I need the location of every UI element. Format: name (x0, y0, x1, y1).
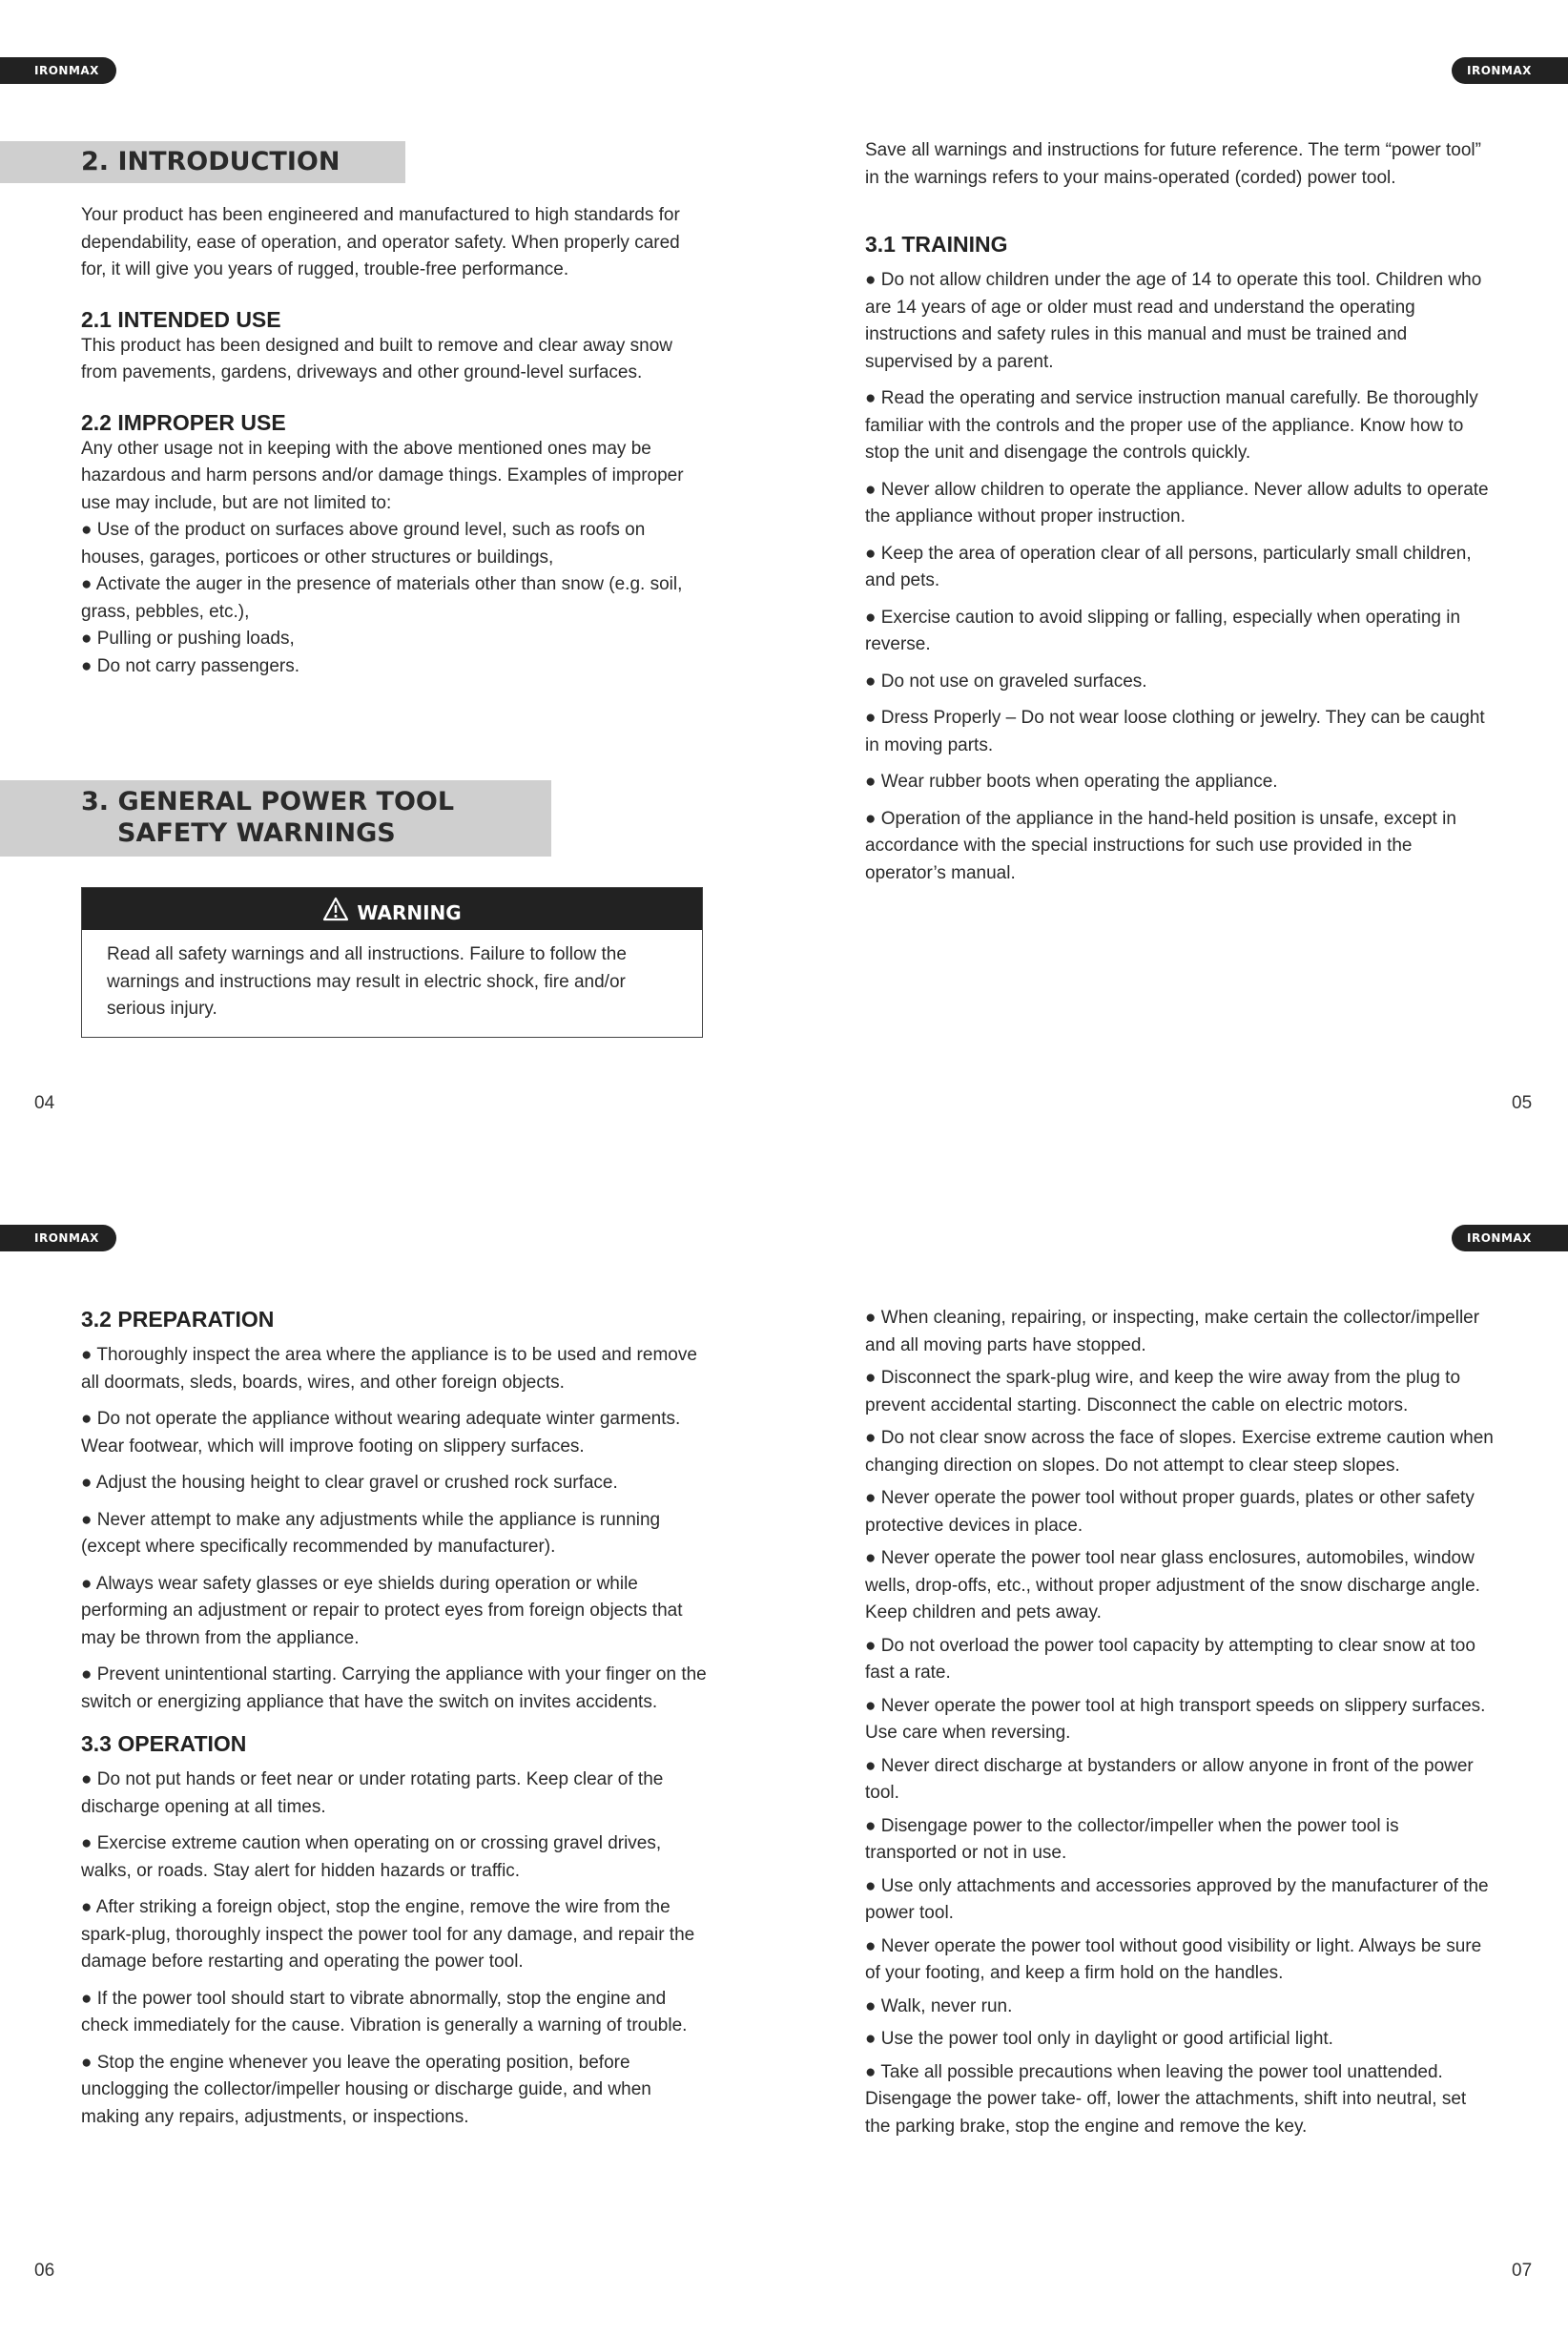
brand-logo: IRONMAX (1452, 57, 1568, 84)
operation-title: 3.3 OPERATION (81, 1731, 247, 1756)
page05-intro: Save all warnings and instructions for future reference. The term “power tool” in the warnings refers to your mains-operated (corded) power tool. (865, 140, 1481, 188)
operation-item: ● Do not clear snow across the face of slopes. Exercise extreme caution when changing direction on slopes. Do not attempt to clear steep slopes. (865, 1428, 1494, 1476)
brand-logo: IRONMAX (1452, 1225, 1568, 1251)
operation-item: ● Do not put hands or feet near or under rotating parts. Keep clear of the discharge opening at all times. (81, 1769, 664, 1817)
intended-use-body: This product has been designed and built to remove and clear away snow from pavements, gardens, driveways and other ground-level surfaces. (81, 335, 672, 382)
safety-heading (81, 786, 454, 849)
introduction-heading-band (0, 141, 405, 183)
improper-use-item: ● Activate the auger in the presence of materials other than snow (e.g. soil, grass, pebbles, etc.), (81, 574, 683, 622)
improper-use-item: ● Use of the product on surfaces above ground level, such as roofs on houses, garages, porticoes or other structures or buildings, (81, 520, 646, 568)
warning-label: WARNING (357, 901, 462, 924)
training-item: ● Read the operating and service instruction manual carefully. Be thoroughly familiar with the controls and the proper use of the appliance. Know how to stop the unit and disengage the controls quickly. (865, 388, 1478, 463)
warning-text: Read all safety warnings and all instructions. Failure to follow the warnings and instructions may result in electric shock, fire and/or serious injury. (107, 944, 627, 1019)
operation-item: ● Never direct discharge at bystanders or allow anyone in front of the power tool. (865, 1755, 1474, 1803)
training-item: ● Wear rubber boots when operating the appliance. (865, 772, 1278, 792)
brand-logo: IRONMAX (0, 1225, 116, 1251)
operation-item: ● Never operate the power tool without good visibility or light. Always be sure of your footing, and keep a firm hold on the handles. (865, 1935, 1482, 1983)
preparation-title: 3.2 PREPARATION (81, 1307, 275, 1332)
training-item: ● Operation of the appliance in the hand-held position is unsafe, except in accordance with the special instructions for such use provided in the operator’s manual. (865, 808, 1456, 883)
page-number: 04 (34, 1093, 55, 1113)
safety-heading-band (0, 780, 551, 857)
preparation-item: ● Prevent unintentional starting. Carrying the appliance with your finger on the switch or energizing appliance that have the switch on invites accidents. (81, 1664, 707, 1712)
page-number: 05 (1512, 1093, 1533, 1113)
operation-item: ● Stop the engine whenever you leave the operating position, before unclogging the collector/impeller housing or discharge guide, and when making any repairs, adjustments, or inspections. (81, 2052, 651, 2127)
preparation-item: ● Thoroughly inspect the area where the appliance is to be used and remove all doormats, sleds, boards, wires, and other foreign objects. (81, 1345, 697, 1393)
operation-item: ● Do not overload the power tool capacity by attempting to clear snow at too fast a rate. (865, 1635, 1475, 1683)
safety-heading-line2: SAFETY WARNINGS (117, 818, 396, 848)
brand-logo: IRONMAX (0, 57, 116, 84)
improper-use-item: ● Do not carry passengers. (81, 655, 300, 676)
operation-item: ● Never operate the power tool at high transport speeds on slippery surfaces. Use care when reversing. (865, 1695, 1486, 1743)
introduction-heading: 2. INTRODUCTION (81, 147, 340, 176)
improper-use-title: 2.2 IMPROPER USE (81, 409, 286, 435)
page05-column (865, 137, 1490, 897)
operation-item: ● Exercise extreme caution when operating on or crossing gravel drives, walks, or roads. Stay alert for hidden hazards or traffic. (81, 1833, 662, 1881)
improper-use-body: Any other usage not in keeping with the above mentioned ones may be hazardous and harm persons and/or damage things. Examples of improper use may include, but are not limited to: (81, 438, 684, 513)
training-item: ● Keep the area of operation clear of all persons, particularly small children, and pets. (865, 543, 1472, 590)
introduction-column (81, 202, 701, 680)
preparation-item: ● Always wear safety glasses or eye shields during operation or while performing an adjustment or repair to protect eyes from foreign objects that may be thrown from the appliance. (81, 1573, 683, 1648)
training-title: 3.1 TRAINING (865, 232, 1008, 257)
intended-use-title: 2.1 INTENDED USE (81, 306, 281, 332)
warning-box (81, 887, 703, 1038)
page-number: 07 (1512, 2261, 1533, 2281)
page06-column (81, 1307, 711, 2140)
operation-item: ● Disengage power to the collector/impeller when the power tool is transported or not in use. (865, 1815, 1399, 1863)
operation-item: ● If the power tool should start to vibrate abnormally, stop the engine and check immediately for the cause. Vibration is generally a warning of trouble. (81, 1988, 688, 2035)
training-item: ● Dress Properly – Do not wear loose clothing or jewelry. They can be caught in moving parts. (865, 708, 1485, 755)
training-item: ● Exercise caution to avoid slipping or falling, especially when operating in reverse. (865, 607, 1461, 654)
operation-item: ● Use only attachments and accessories approved by the manufacturer of the power tool. (865, 1875, 1489, 1923)
preparation-item: ● Never attempt to make any adjustments while the appliance is running (except where specifically recommended by manufacturer). (81, 1509, 661, 1557)
preparation-item: ● Do not operate the appliance without wearing adequate winter garments. Wear footwear, which will improve footing on slippery surfaces. (81, 1409, 681, 1457)
operation-item: ● Take all possible precautions when leaving the power tool unattended. Disengage the power take- off, lower the attachments, shift into neutral, set the parking brake, stop the engine and remove the key. (865, 2061, 1467, 2137)
operation-item: ● Disconnect the spark-plug wire, and keep the wire away from the plug to prevent accidental starting. Disconnect the cable on electric motors. (865, 1368, 1461, 1415)
page07-column (865, 1305, 1495, 2146)
introduction-body: Your product has been engineered and manufactured to high standards for dependability, ease of operation, and operator safety. When properly cared for, it will give you years of rugged, trouble-free performance. (81, 205, 680, 279)
operation-item: ● Never operate the power tool near glass enclosures, automobiles, window wells, drop-offs, etc., without proper adjustment of the snow discharge angle. Keep children and pets away. (865, 1548, 1480, 1622)
warning-header (82, 888, 702, 930)
operation-item: ● Never operate the power tool without proper guards, plates or other safety protective devices in place. (865, 1488, 1475, 1536)
page-number: 06 (34, 2261, 55, 2281)
training-item: ● Do not use on graveled surfaces. (865, 671, 1147, 692)
preparation-item: ● Adjust the housing height to clear gravel or crushed rock surface. (81, 1473, 618, 1493)
operation-item: ● After striking a foreign object, stop the engine, remove the wire from the spark-plug, thoroughly inspect the power tool for any damage, and repair the damage before restarting and operating the power tool. (81, 1897, 695, 1972)
operation-item: ● Use the power tool only in daylight or good artificial light. (865, 2029, 1333, 2049)
safety-heading-line1: 3. GENERAL POWER TOOL (81, 787, 455, 816)
training-item: ● Do not allow children under the age of 14 to operate this tool. Children who are 14 years of age or older must read and understand the operating instructions and safety rules in this manual and must be trained and supervised by a parent. (865, 270, 1482, 372)
warning-triangle-icon (322, 890, 349, 940)
training-item: ● Never allow children to operate the appliance. Never allow adults to operate the appliance without proper instruction. (865, 479, 1489, 527)
operation-item: ● Walk, never run. (865, 1995, 1013, 2016)
operation-item: ● When cleaning, repairing, or inspecting, make certain the collector/impeller and all moving parts have stopped. (865, 1308, 1480, 1355)
improper-use-item: ● Pulling or pushing loads, (81, 629, 295, 649)
